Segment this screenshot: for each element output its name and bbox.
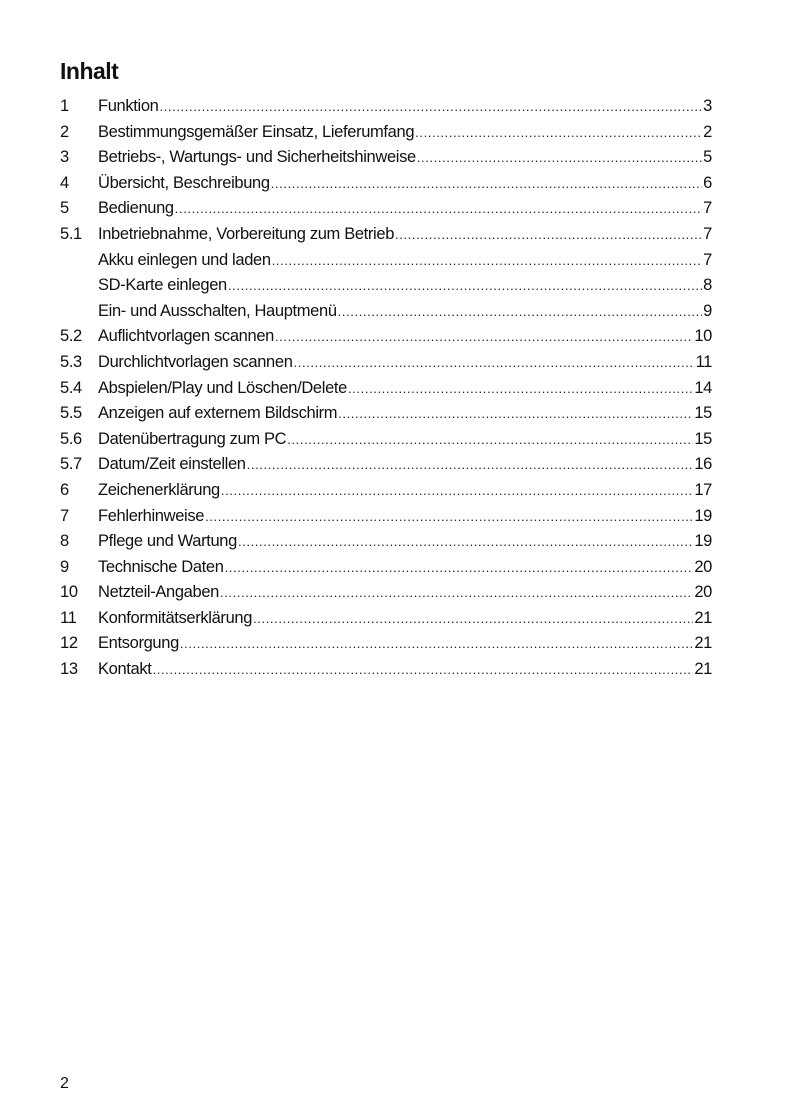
toc-dot-leader xyxy=(415,120,702,146)
toc-dot-leader xyxy=(175,196,702,222)
toc-entry xyxy=(60,171,712,197)
toc-entry-page: 3 xyxy=(703,97,712,115)
toc-entry-title: Bestimmungsgemäßer Einsatz, Lieferumfang xyxy=(98,122,415,141)
toc-entry xyxy=(60,145,712,171)
toc-dot-leader xyxy=(417,145,702,171)
toc-entry-number: 12 xyxy=(60,634,78,653)
toc-entry xyxy=(60,580,712,606)
toc-entry-number: 5.4 xyxy=(60,378,82,397)
toc-entry-page: 15 xyxy=(694,429,712,448)
toc-dot-leader xyxy=(294,350,695,376)
toc-entry-title: Netzteil-Angaben xyxy=(98,583,219,602)
toc-entry-page: 7 xyxy=(703,250,712,269)
toc-entry-number: 10 xyxy=(60,583,78,602)
toc-entry-title: Pflege und Wartung xyxy=(98,532,237,551)
toc-dot-leader xyxy=(160,94,703,120)
toc-dot-leader xyxy=(272,248,702,274)
toc-entry-number: 5.2 xyxy=(60,327,82,346)
toc-entry-number: 5 xyxy=(60,199,69,218)
toc-entry xyxy=(60,504,712,530)
toc-entry-title: Datenübertragung zum PC xyxy=(98,429,287,448)
page-title: Inhalt xyxy=(60,58,119,84)
toc-entry xyxy=(60,606,712,632)
toc-dot-leader xyxy=(338,299,703,325)
toc-dot-leader xyxy=(338,401,693,427)
toc-entry-page: 7 xyxy=(703,199,712,218)
toc-entry-page: 19 xyxy=(694,532,712,551)
toc-dot-leader xyxy=(253,606,693,632)
toc-entry-number: 5.5 xyxy=(60,404,82,423)
toc-entry-title: Abspielen/Play und Löschen/Delete xyxy=(98,378,347,397)
toc-dot-leader xyxy=(153,657,694,683)
toc-entry-title: Inbetriebnahme, Vorbereitung zum Betrieb xyxy=(98,224,395,243)
toc-entry xyxy=(60,376,712,402)
toc-dot-leader xyxy=(247,452,694,478)
toc-entry-title: Kontakt xyxy=(98,660,152,679)
toc-entry-number: 5.1 xyxy=(60,224,82,243)
toc-entry-page: 11 xyxy=(695,352,712,371)
toc-entry-page: 8 xyxy=(703,276,712,295)
toc-entry xyxy=(60,248,712,274)
toc-entry-number: 5.3 xyxy=(60,352,82,371)
toc-entry-title: Entsorgung xyxy=(98,634,179,653)
toc-dot-leader xyxy=(238,529,693,555)
toc-entry xyxy=(60,324,712,350)
table-of-contents xyxy=(60,94,712,683)
toc-dot-leader xyxy=(271,171,702,197)
toc-entry xyxy=(60,401,712,427)
toc-entry-page: 21 xyxy=(694,660,712,679)
toc-dot-leader xyxy=(275,324,693,350)
toc-entry-number: 1 xyxy=(60,97,69,115)
toc-entry xyxy=(60,196,712,222)
toc-dot-leader xyxy=(395,222,702,248)
page-number: 2 xyxy=(60,1075,69,1092)
toc-entry-title: Durchlichtvorlagen scannen xyxy=(98,352,293,371)
toc-entry-number: 2 xyxy=(60,122,69,141)
toc-entry-title: Übersicht, Beschreibung xyxy=(98,173,270,192)
toc-entry-title: Bedienung xyxy=(98,199,174,218)
toc-entry xyxy=(60,631,712,657)
toc-entry-number: 13 xyxy=(60,660,78,679)
toc-entry xyxy=(60,427,712,453)
toc-entry xyxy=(60,222,712,248)
toc-entry xyxy=(60,452,712,478)
toc-entry xyxy=(60,120,712,146)
toc-entry xyxy=(60,555,712,581)
toc-entry-title: SD-Karte einlegen xyxy=(98,276,227,295)
toc-entry-page: 14 xyxy=(694,378,712,397)
toc-entry-number: 5.7 xyxy=(60,455,82,474)
toc-entry xyxy=(60,657,712,683)
toc-entry-page: 21 xyxy=(694,634,712,653)
toc-entry-page: 7 xyxy=(703,224,712,243)
toc-entry-number: 3 xyxy=(60,148,69,167)
toc-dot-leader xyxy=(205,504,693,530)
toc-entry-title: Auflichtvorlagen scannen xyxy=(98,327,274,346)
toc-entry-title: Funktion xyxy=(98,97,159,115)
toc-dot-leader xyxy=(228,273,702,299)
toc-entry-page: 19 xyxy=(694,506,712,525)
toc-entry-number: 5.6 xyxy=(60,429,82,448)
toc-entry-number: 6 xyxy=(60,480,69,499)
toc-entry-title: Datum/Zeit einstellen xyxy=(98,455,246,474)
toc-entry-page: 9 xyxy=(703,301,712,320)
toc-entry-page: 17 xyxy=(694,480,712,499)
toc-entry-page: 6 xyxy=(703,173,712,192)
toc-entry xyxy=(60,94,712,120)
toc-entry-page: 20 xyxy=(694,583,712,602)
toc-entry-title: Fehlerhinweise xyxy=(98,506,205,525)
toc-entry-number: 4 xyxy=(60,173,69,192)
toc-dot-leader xyxy=(287,427,693,453)
toc-dot-leader xyxy=(225,555,694,581)
toc-entry xyxy=(60,478,712,504)
toc-entry-page: 5 xyxy=(703,148,712,167)
toc-entry xyxy=(60,350,712,376)
toc-entry-title: Technische Daten xyxy=(98,557,224,576)
toc-entry-title: Zeichenerklärung xyxy=(98,480,220,499)
toc-entry-title: Betriebs-, Wartungs- und Sicherheitshinweise xyxy=(98,148,416,167)
toc-entry-number: 8 xyxy=(60,532,69,551)
toc-dot-leader xyxy=(348,376,693,402)
toc-entry-title: Konformitätserklärung xyxy=(98,608,253,627)
toc-entry-title: Anzeigen auf externem Bildschirm xyxy=(98,404,338,423)
toc-entry-title: Akku einlegen und laden xyxy=(98,250,271,269)
toc-entry-page: 20 xyxy=(694,557,712,576)
toc-entry-page: 16 xyxy=(694,455,712,474)
toc-entry-number: 7 xyxy=(60,506,69,525)
toc-entry-page: 21 xyxy=(694,608,712,627)
toc-dot-leader xyxy=(180,631,693,657)
toc-dot-leader xyxy=(220,580,693,606)
toc-dot-leader xyxy=(221,478,693,504)
toc-entry-page: 15 xyxy=(694,404,712,423)
toc-entry-title: Ein- und Ausschalten, Hauptmenü xyxy=(98,301,337,320)
toc-entry xyxy=(60,529,712,555)
toc-entry-page: 2 xyxy=(703,122,712,141)
toc-entry xyxy=(60,273,712,299)
toc-entry-number: 11 xyxy=(60,608,77,627)
toc-entry-number: 9 xyxy=(60,557,69,576)
toc-entry-page: 10 xyxy=(694,327,712,346)
toc-entry xyxy=(60,299,712,325)
